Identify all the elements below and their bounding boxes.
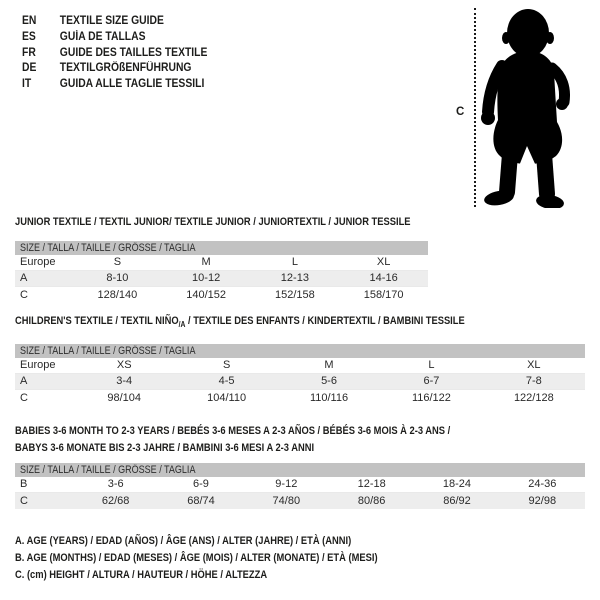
language-row-es — [22, 30, 207, 46]
language-code: EN — [22, 15, 37, 27]
babies-size-table — [15, 463, 585, 509]
table-cell: 7-8 — [525, 375, 542, 387]
height-label: C — [456, 106, 465, 118]
table-cell: 110/116 — [309, 391, 349, 404]
junior-section-title: JUNIOR TEXTILE / TEXTIL JUNIOR/ TEXTILE JUNIOR / JUNIORTEXTIL / JUNIOR TESSILE — [15, 216, 411, 228]
children-title-subscript: /A — [178, 320, 186, 330]
note-b: B. AGE (MONTHS) / EDAD (MESES) / ÂGE (MOIS) / ALTER (MONATE) / ETÀ (MESI) — [15, 552, 378, 564]
column-header: L — [428, 359, 435, 371]
column-header: S — [113, 256, 122, 268]
table-cell: 10-12 — [192, 272, 221, 284]
children-row-age — [15, 374, 585, 390]
table-cell: 24-36 — [528, 478, 557, 490]
size-header-bar — [15, 344, 585, 358]
language-title: GUÍA DE TALLAS — [59, 30, 146, 43]
table-cell: 3-4 — [116, 375, 133, 387]
column-header: Europe — [20, 359, 56, 371]
column-header: M — [324, 359, 334, 371]
table-cell: 62/68 — [101, 494, 130, 507]
table-cell: 152/158 — [274, 288, 315, 301]
table-cell: 9-12 — [275, 478, 298, 490]
table-cell: 86/92 — [443, 494, 471, 507]
table-cell: 104/110 — [207, 391, 247, 404]
language-code: FR — [22, 46, 36, 59]
size-header-bar — [15, 463, 585, 477]
babies-title-line-2: BABYS 3-6 MONATE BIS 2-3 JAHRE / BAMBINI 3-6 MESI A 2-3 ANNI — [15, 442, 315, 454]
note-c: C. (cm) HEIGHT / ALTURA / HAUTEUR / HÖHE / ALTEZZA — [15, 569, 268, 581]
junior-row-height — [15, 287, 428, 303]
column-header: XS — [116, 359, 132, 371]
table-cell: 98/104 — [107, 391, 142, 404]
children-section-title — [15, 315, 465, 329]
table-cell: 12-13 — [280, 272, 309, 284]
language-code: DE — [22, 62, 37, 75]
table-cell: 6-7 — [423, 375, 440, 387]
size-header-label: SIZE / TALLA / TAILLE / GRÖSSE / TAGLIA — [20, 345, 196, 357]
table-cell: 92/98 — [528, 494, 557, 507]
note-a: A. AGE (YEARS) / EDAD (AÑOS) / ÂGE (ANS) / ALTER (JAHRE) / ETÀ (ANNI) — [15, 535, 352, 547]
junior-size-table — [15, 241, 428, 303]
row-label: C — [20, 391, 28, 404]
children-title-text: / TEXTILE DES ENFANTS / KINDERTEXTIL / BAMBINI TESSILE — [185, 315, 465, 327]
babies-row-months — [15, 477, 585, 493]
babies-row-height — [15, 493, 585, 509]
row-label: B — [20, 478, 28, 490]
language-row-en — [22, 14, 207, 30]
children-title-text: CHILDREN'S TEXTILE / TEXTIL NIÑO — [15, 315, 179, 327]
row-label: C — [20, 494, 28, 507]
column-header: L — [291, 256, 298, 268]
language-row-it — [22, 77, 207, 93]
column-header: M — [201, 256, 211, 268]
language-title: TEXTILGRÖßENFÜHRUNG — [59, 62, 192, 75]
children-columns-row — [15, 358, 585, 374]
children-row-height — [15, 390, 585, 406]
legend-notes — [15, 533, 442, 584]
table-cell: 18-24 — [442, 478, 472, 490]
babies-title-line-1: BABIES 3-6 MONTH TO 2-3 YEARS / BEBÉS 3-6 MESES A 2-3 AÑOS / BÉBÉS 3-6 MOIS À 2-3 ANS / — [15, 425, 451, 437]
children-size-table — [15, 344, 585, 406]
table-cell: 68/74 — [187, 494, 215, 507]
table-cell: 122/128 — [513, 391, 554, 404]
table-cell: 14-16 — [369, 272, 398, 284]
babies-section-title — [15, 423, 527, 457]
table-cell: 5-6 — [321, 375, 337, 387]
height-measure-line — [474, 8, 476, 207]
table-cell: 3-6 — [107, 478, 124, 490]
toddler-silhouette-icon — [480, 6, 570, 208]
row-label: A — [20, 375, 28, 387]
column-header: Europe — [20, 256, 56, 268]
language-title: GUIDA ALLE TAGLIE TESSILI — [59, 78, 205, 91]
row-label: A — [20, 272, 28, 284]
row-label: C — [20, 288, 28, 301]
table-cell: 158/170 — [363, 288, 404, 301]
language-code: IT — [22, 78, 32, 91]
size-header-label: SIZE / TALLA / TAILLE / GRÖSSE / TAGLIA — [20, 242, 196, 254]
language-title: TEXTILE SIZE GUIDE — [59, 15, 164, 27]
table-cell: 8-10 — [106, 272, 129, 284]
size-header-bar — [15, 241, 428, 255]
language-row-fr — [22, 46, 207, 62]
language-list — [22, 14, 228, 93]
table-cell: 116/122 — [411, 391, 451, 404]
column-header: XL — [376, 256, 391, 268]
table-cell: 4-5 — [218, 375, 235, 387]
table-cell: 6-9 — [193, 478, 209, 490]
language-title: GUIDE DES TAILLES TEXTILE — [59, 46, 208, 59]
junior-columns-row — [15, 255, 428, 271]
table-cell: 80/86 — [357, 494, 386, 507]
table-cell: 74/80 — [272, 494, 301, 507]
size-header-label: SIZE / TALLA / TAILLE / GRÖSSE / TAGLIA — [20, 464, 196, 476]
column-header: XL — [527, 359, 541, 371]
table-cell: 128/140 — [97, 288, 138, 301]
language-code: ES — [22, 30, 36, 43]
table-cell: 12-18 — [357, 478, 386, 490]
junior-row-age — [15, 271, 428, 287]
table-cell: 140/152 — [186, 288, 226, 301]
column-header: S — [222, 359, 231, 371]
language-row-de — [22, 61, 207, 77]
